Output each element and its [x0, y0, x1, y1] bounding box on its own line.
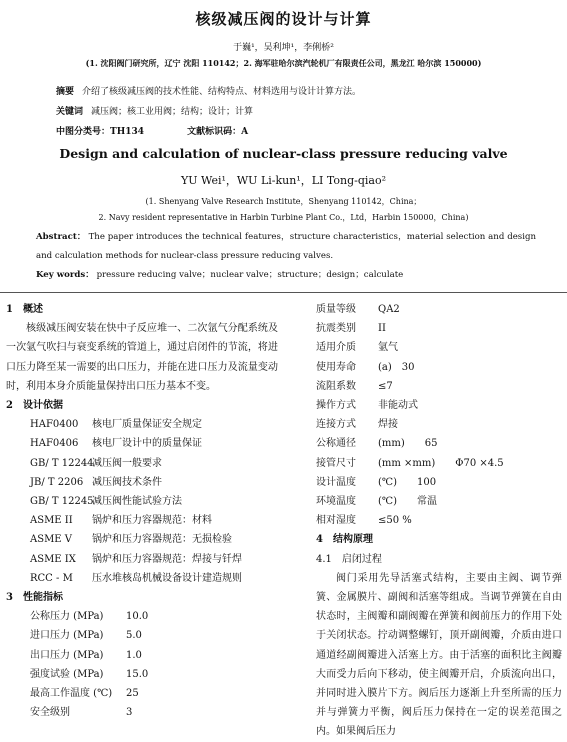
performance-key: 强度试验 (MPa) — [30, 668, 104, 680]
english-title: Design and calculation of nuclear-class pressure reducing valve — [59, 146, 508, 161]
english-affiliation-1: (1. Shenyang Valve Research Institute，Shenyang 110142，China； — [145, 197, 422, 206]
section-4-heading: 4 结构原理 — [316, 534, 373, 546]
standard-item — [6, 473, 278, 492]
section-4-text: 阀门采用先导活塞式结构，主要由主阀、调节弹簧、金属膜片、副阀和活塞等组成。当调节弹簧在自由状态时，主阀瓣和副阀瓣在弹簧和阀前压力的作用下处于关闭状态。拧动调整螺钉，顶开副阀瓣，介质由进口通道经副阀瓣进入活塞上方。由于活塞的面积比主阀瓣大而受力后向下移动，使主阀瓣开启，介质流向出口，并同时进入膜片下方。阀后压力逐渐上升至所需的压力并与弹簧力平衡，阀后压力保持在一定的误差范围之内。如果阀后压力 — [316, 572, 562, 738]
performance-value: 10.0 — [126, 611, 149, 623]
keywords-cn — [56, 104, 536, 117]
standard-name: 锅炉和压力容器规范：材料 — [92, 515, 212, 527]
standard-item — [6, 550, 278, 569]
param-key: 连接方式 — [316, 419, 356, 431]
performance-item — [6, 684, 278, 703]
param-value: 非能动式 — [378, 400, 418, 412]
performance-item — [6, 665, 278, 684]
english-keywords-label: Key words： — [36, 270, 94, 280]
doc-code-label: 文献标识码： — [187, 127, 242, 137]
param-value: 焊接 — [378, 419, 398, 431]
standard-name: 锅炉和压力容器规范：无损检验 — [92, 534, 232, 546]
right-params-list — [316, 300, 562, 530]
english-affiliation-2: 2. Navy resident representative in Harbin Turbine Plant Co.，Ltd，Harbin 150000，China) — [98, 213, 469, 222]
standard-item — [6, 511, 278, 530]
param-item — [316, 358, 562, 377]
param-key: 接管尺寸 — [316, 457, 356, 469]
standard-item — [6, 492, 278, 511]
standard-item — [6, 415, 278, 434]
param-key: 抗震类别 — [316, 323, 356, 335]
class-no-label: 中图分类号： — [56, 127, 111, 137]
standard-code: GB/ T 12245 — [30, 496, 94, 508]
english-keywords-text: pressure reducing valve；nuclear valve；structure；design；calculate — [96, 270, 404, 280]
param-item — [316, 338, 562, 357]
english-authors: YU Wei¹，WU Li-kun¹，LI Tong-qiao² — [181, 174, 386, 187]
performance-item — [6, 607, 278, 626]
abstract-cn-text: 介绍了核级减压阀的技术性能、结构特点、材料选用与设计计算方法。 — [82, 87, 362, 97]
standard-item — [6, 434, 278, 453]
param-key: 适用介质 — [316, 342, 356, 354]
performance-item — [6, 703, 278, 722]
param-item — [316, 396, 562, 415]
performance-key: 最高工作温度 (℃) — [30, 688, 113, 700]
section-1-text: 核级减压阀安装在快中子反应堆一、二次氩气分配系统及一次氩气吹扫与衰变系统的管道上，通过启闭件的节流，将进口压力降至某一需要的出口压力，并能在进口压力及流量变动时，利用本身介质能量保持出口压力基本不变。 — [6, 323, 278, 392]
performance-key: 进口压力 (MPa) — [30, 630, 104, 642]
param-key: 流阻系数 — [316, 380, 356, 392]
performance-value: 5.0 — [126, 630, 142, 642]
performance-value: 25 — [126, 688, 139, 700]
performance-key: 出口压力 (MPa) — [30, 649, 104, 661]
section-2-heading: 2 设计依据 — [6, 400, 63, 412]
param-value: (℃) 100 — [378, 476, 437, 488]
paper-title: 核级减压阀的设计与计算 — [195, 10, 372, 28]
standard-name: 核电厂质量保证安全规定 — [92, 419, 202, 431]
standard-code: GB/ T 12244 — [30, 457, 94, 469]
param-key: 质量等级 — [316, 304, 356, 315]
param-value: (℃) 常温 — [378, 496, 437, 508]
param-value: (a) 30 — [378, 361, 415, 373]
param-item — [316, 319, 562, 338]
param-value: ≤7 — [378, 380, 393, 392]
param-item — [316, 434, 562, 453]
param-key: 公称通径 — [316, 438, 356, 450]
abstract-cn — [56, 84, 536, 97]
param-key: 环境温度 — [316, 496, 356, 508]
section-1-heading: 1 概述 — [6, 304, 43, 315]
performance-key: 公称压力 (MPa) — [30, 611, 104, 623]
standard-code: JB/ T 2206 — [30, 476, 84, 488]
performance-value: 15.0 — [126, 668, 149, 680]
param-item — [316, 377, 562, 396]
performance-list — [6, 607, 278, 722]
english-abstract — [36, 228, 536, 266]
standard-name: 减压阀性能试验方法 — [92, 496, 182, 508]
keywords-cn-text: 减压阀；核工业用阀；结构；设计；计算 — [91, 107, 254, 117]
param-key: 设计温度 — [316, 476, 356, 488]
section-3-heading: 3 性能指标 — [6, 592, 63, 604]
performance-value: 1.0 — [126, 649, 142, 661]
performance-item — [6, 626, 278, 645]
standard-name: 核电厂设计中的质量保证 — [92, 438, 202, 450]
performance-item — [6, 646, 278, 665]
english-abstract-text: The paper introduces the technical features，structure characteristics，material selection and design and calculation methods for nuclear-class pressure reducing valves. — [36, 232, 536, 261]
left-column — [6, 300, 278, 722]
performance-key: 安全级别 — [30, 707, 70, 719]
standard-code: ASME V — [30, 534, 73, 546]
param-item — [316, 492, 562, 511]
param-value: (mm) 65 — [378, 438, 438, 450]
doc-code-value: A — [241, 127, 249, 137]
standard-name: 减压阀一般要求 — [92, 457, 162, 469]
param-item — [316, 415, 562, 434]
param-value: QA2 — [378, 304, 400, 315]
param-value: ≤50 % — [378, 515, 412, 527]
param-value: 氩气 — [378, 342, 398, 354]
english-keywords — [36, 266, 536, 285]
param-value: II — [378, 323, 386, 335]
param-item — [316, 473, 562, 492]
standard-name: 减压阀技术条件 — [92, 476, 162, 488]
standard-name: 压水堆核岛机械设备设计建造规则 — [92, 572, 242, 584]
authors: 于巍¹，吴利坤¹，李俐桥² — [233, 43, 334, 53]
standard-code: RCC - M — [30, 572, 73, 584]
param-item — [316, 511, 562, 530]
param-key: 操作方式 — [316, 400, 356, 412]
right-column — [316, 300, 562, 742]
abstract-cn-label: 摘要 — [56, 87, 75, 97]
section-divider — [0, 292, 567, 293]
standard-name: 锅炉和压力容器规范：焊接与钎焊 — [92, 553, 242, 565]
keywords-cn-label: 关键词 — [56, 107, 84, 117]
param-key: 使用寿命 — [316, 361, 356, 373]
param-key: 相对湿度 — [316, 515, 356, 527]
standard-code: HAF0400 — [30, 419, 79, 431]
section-4-1-heading: 4.1 启闭过程 — [316, 553, 382, 565]
performance-value: 3 — [126, 707, 133, 719]
standard-item — [6, 454, 278, 473]
param-item — [316, 454, 562, 473]
standard-code: HAF0406 — [30, 438, 79, 450]
standard-item — [6, 569, 278, 588]
standards-list — [6, 415, 278, 588]
param-item — [316, 300, 562, 319]
class-number — [56, 124, 536, 137]
standard-item — [6, 530, 278, 549]
english-abstract-label: Abstract： — [36, 232, 86, 242]
param-value: (mm ×mm) Φ70 ×4.5 — [378, 457, 504, 469]
standard-code: ASME IX — [30, 553, 76, 565]
affiliation: (1. 沈阳阀门研究所，辽宁 沈阳 110142；2. 海军驻哈尔滨汽轮机厂有限责任公司，黑龙江 哈尔滨 150000) — [85, 58, 482, 68]
standard-code: ASME II — [30, 515, 73, 527]
class-no-value: TH134 — [110, 127, 145, 137]
